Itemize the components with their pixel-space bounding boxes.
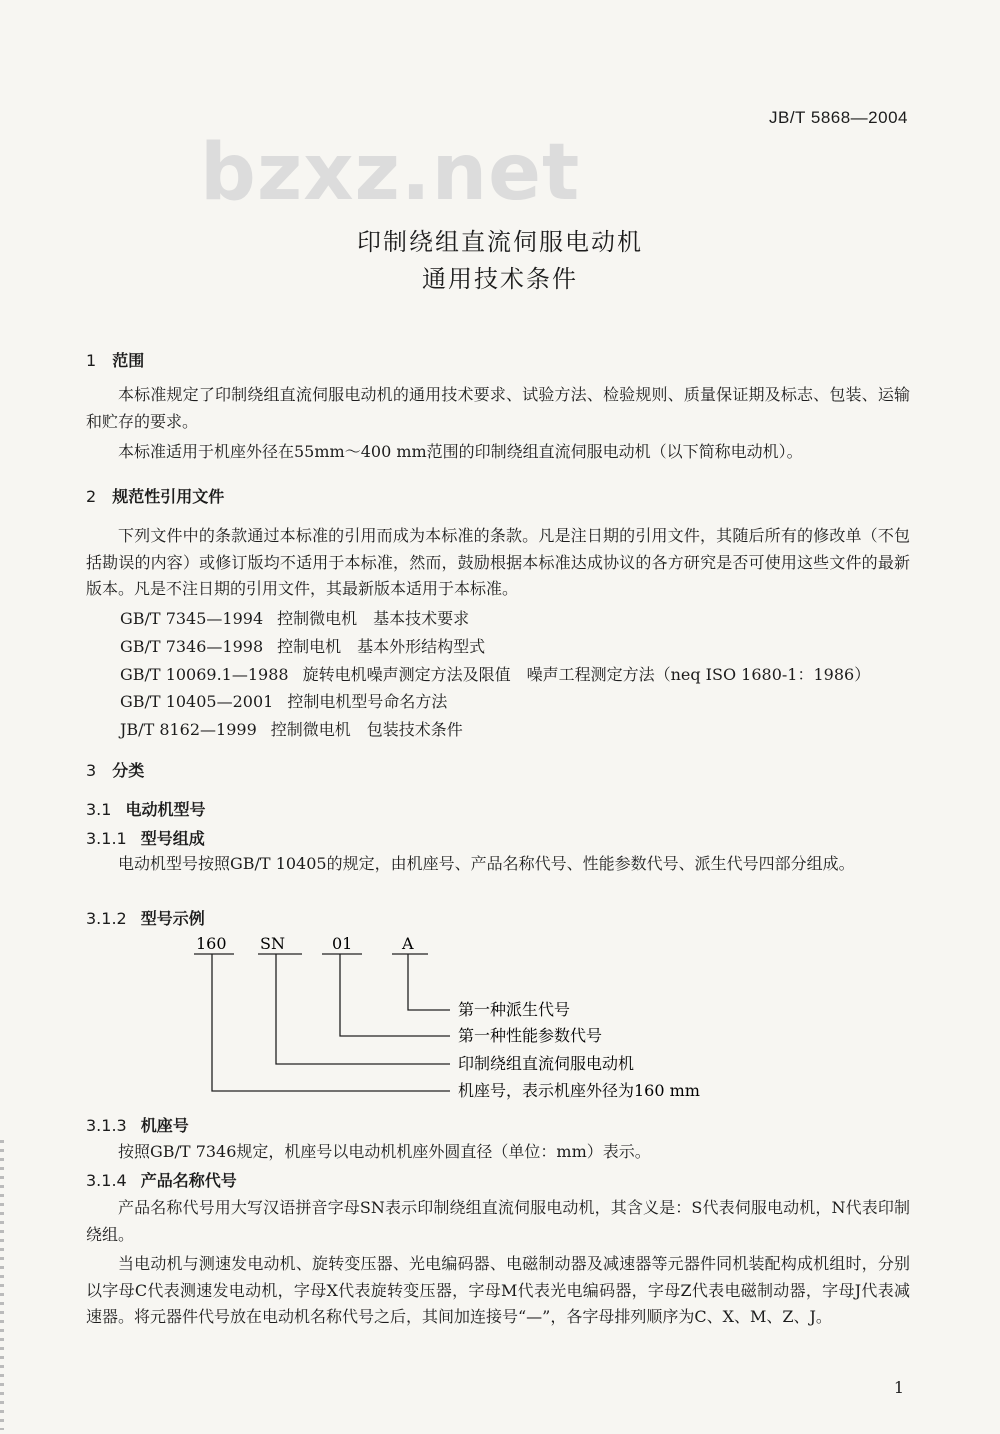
model-part-frame: 160 [196, 934, 227, 953]
section-3-1-3-heading: 3.1.3 机座号 [86, 1116, 189, 1135]
section-3-1-1-heading: 3.1.1 型号组成 [86, 829, 205, 848]
leader-part-2 [276, 954, 450, 1064]
model-part-name: SN [260, 934, 285, 953]
model-part-performance: 01 [332, 934, 353, 953]
section-2-paragraph: 下列文件中的条款通过本标准的引用而成为本标准的条款。凡是注日期的引用文件，其随后所有的修改单（不包括勘误的内容）或修订版均不适用于本标准，然而，鼓励根据本标准达成协议的各方研究是否可使用这些文件的最新版本。凡是不注日期的引用文件，其最新版本适用于本标准。 [86, 526, 910, 598]
section-3-1-2-heading: 3.1.2 型号示例 [86, 909, 205, 928]
diagram-lines [194, 954, 450, 1091]
section-3-1-4-paragraph-2: 当电动机与测速发电动机、旋转变压器、光电编码器、电磁制动器及减速器等元器件同机装配构成机组时，分别以字母C代表测速发电动机，字母X代表旋转变压器，字母M代表光电编码器，字母Z代表电磁制动器，字母J代表减速器。将元器件代号放在电动机名称代号之后，其间加连接号“—”，各字母排列顺序为C、X、M、Z、J。 [86, 1254, 910, 1326]
label-derivative-code: 第一种派生代号 [458, 1000, 571, 1019]
watermark: bzxz.net [200, 128, 581, 218]
section-3-1-1-paragraph: 电动机型号按照GB/T 10405的规定，由机座号、产品名称代号、性能参数代号、派生代号四部分组成。 [118, 854, 855, 873]
section-3-1-4-heading: 3.1.4 产品名称代号 [86, 1171, 237, 1190]
section-1-heading: 1 范围 [86, 351, 145, 370]
leader-part-4 [408, 954, 450, 1010]
section-2-heading: 2 规范性引用文件 [86, 487, 225, 506]
section-3-1-heading: 3.1 电动机型号 [86, 800, 206, 819]
document-title-line1: 印制绕组直流伺服电动机 [357, 228, 643, 256]
section-3-1-3-paragraph: 按照GB/T 7346规定，机座号以电动机机座外圆直径（单位：mm）表示。 [118, 1142, 651, 1161]
section-1-paragraph-1: 本标准规定了印制绕组直流伺服电动机的通用技术要求、试验方法、检验规则、质量保证期及标志、包装、运输和贮存的要求。 [86, 385, 910, 431]
reference-item: GB/T 10405—2001 控制电机型号命名方法 [120, 692, 448, 711]
label-performance-code: 第一种性能参数代号 [458, 1026, 603, 1045]
page-number: 1 [893, 1378, 904, 1397]
reference-item: JB/T 8162—1999 控制微电机 包装技术条件 [120, 720, 463, 739]
document-title-line2: 通用技术条件 [422, 265, 578, 293]
reference-item: GB/T 7345—1994 控制微电机 基本技术要求 [120, 609, 470, 628]
section-3-1-4-paragraph-1: 产品名称代号用大写汉语拼音字母SN表示印制绕组直流伺服电动机，其含义是：S代表伺服电动机，N代表印制绕组。 [86, 1198, 910, 1244]
standard-number: JB/T 5868—2004 [769, 108, 908, 127]
model-example-diagram [190, 930, 750, 1110]
leader-part-3 [340, 954, 450, 1036]
section-1-paragraph-2: 本标准适用于机座外径在55mm～400 mm范围的印制绕组直流伺服电动机（以下简称电动机）。 [118, 442, 803, 461]
model-part-derivative: A [402, 934, 414, 953]
scan-edge-marks [0, 1140, 4, 1430]
section-3-heading: 3 分类 [86, 761, 145, 780]
leader-part-1 [212, 954, 450, 1091]
label-frame-number: 机座号，表示机座外径为160 mm [458, 1081, 700, 1100]
reference-item: GB/T 10069.1—1988 旋转电机噪声测定方法及限值 噪声工程测定方法（neq ISO 1680-1：1986） [120, 665, 871, 684]
reference-item: GB/T 7346—1998 控制电机 基本外形结构型式 [120, 637, 486, 656]
label-product-name: 印制绕组直流伺服电动机 [458, 1054, 635, 1073]
